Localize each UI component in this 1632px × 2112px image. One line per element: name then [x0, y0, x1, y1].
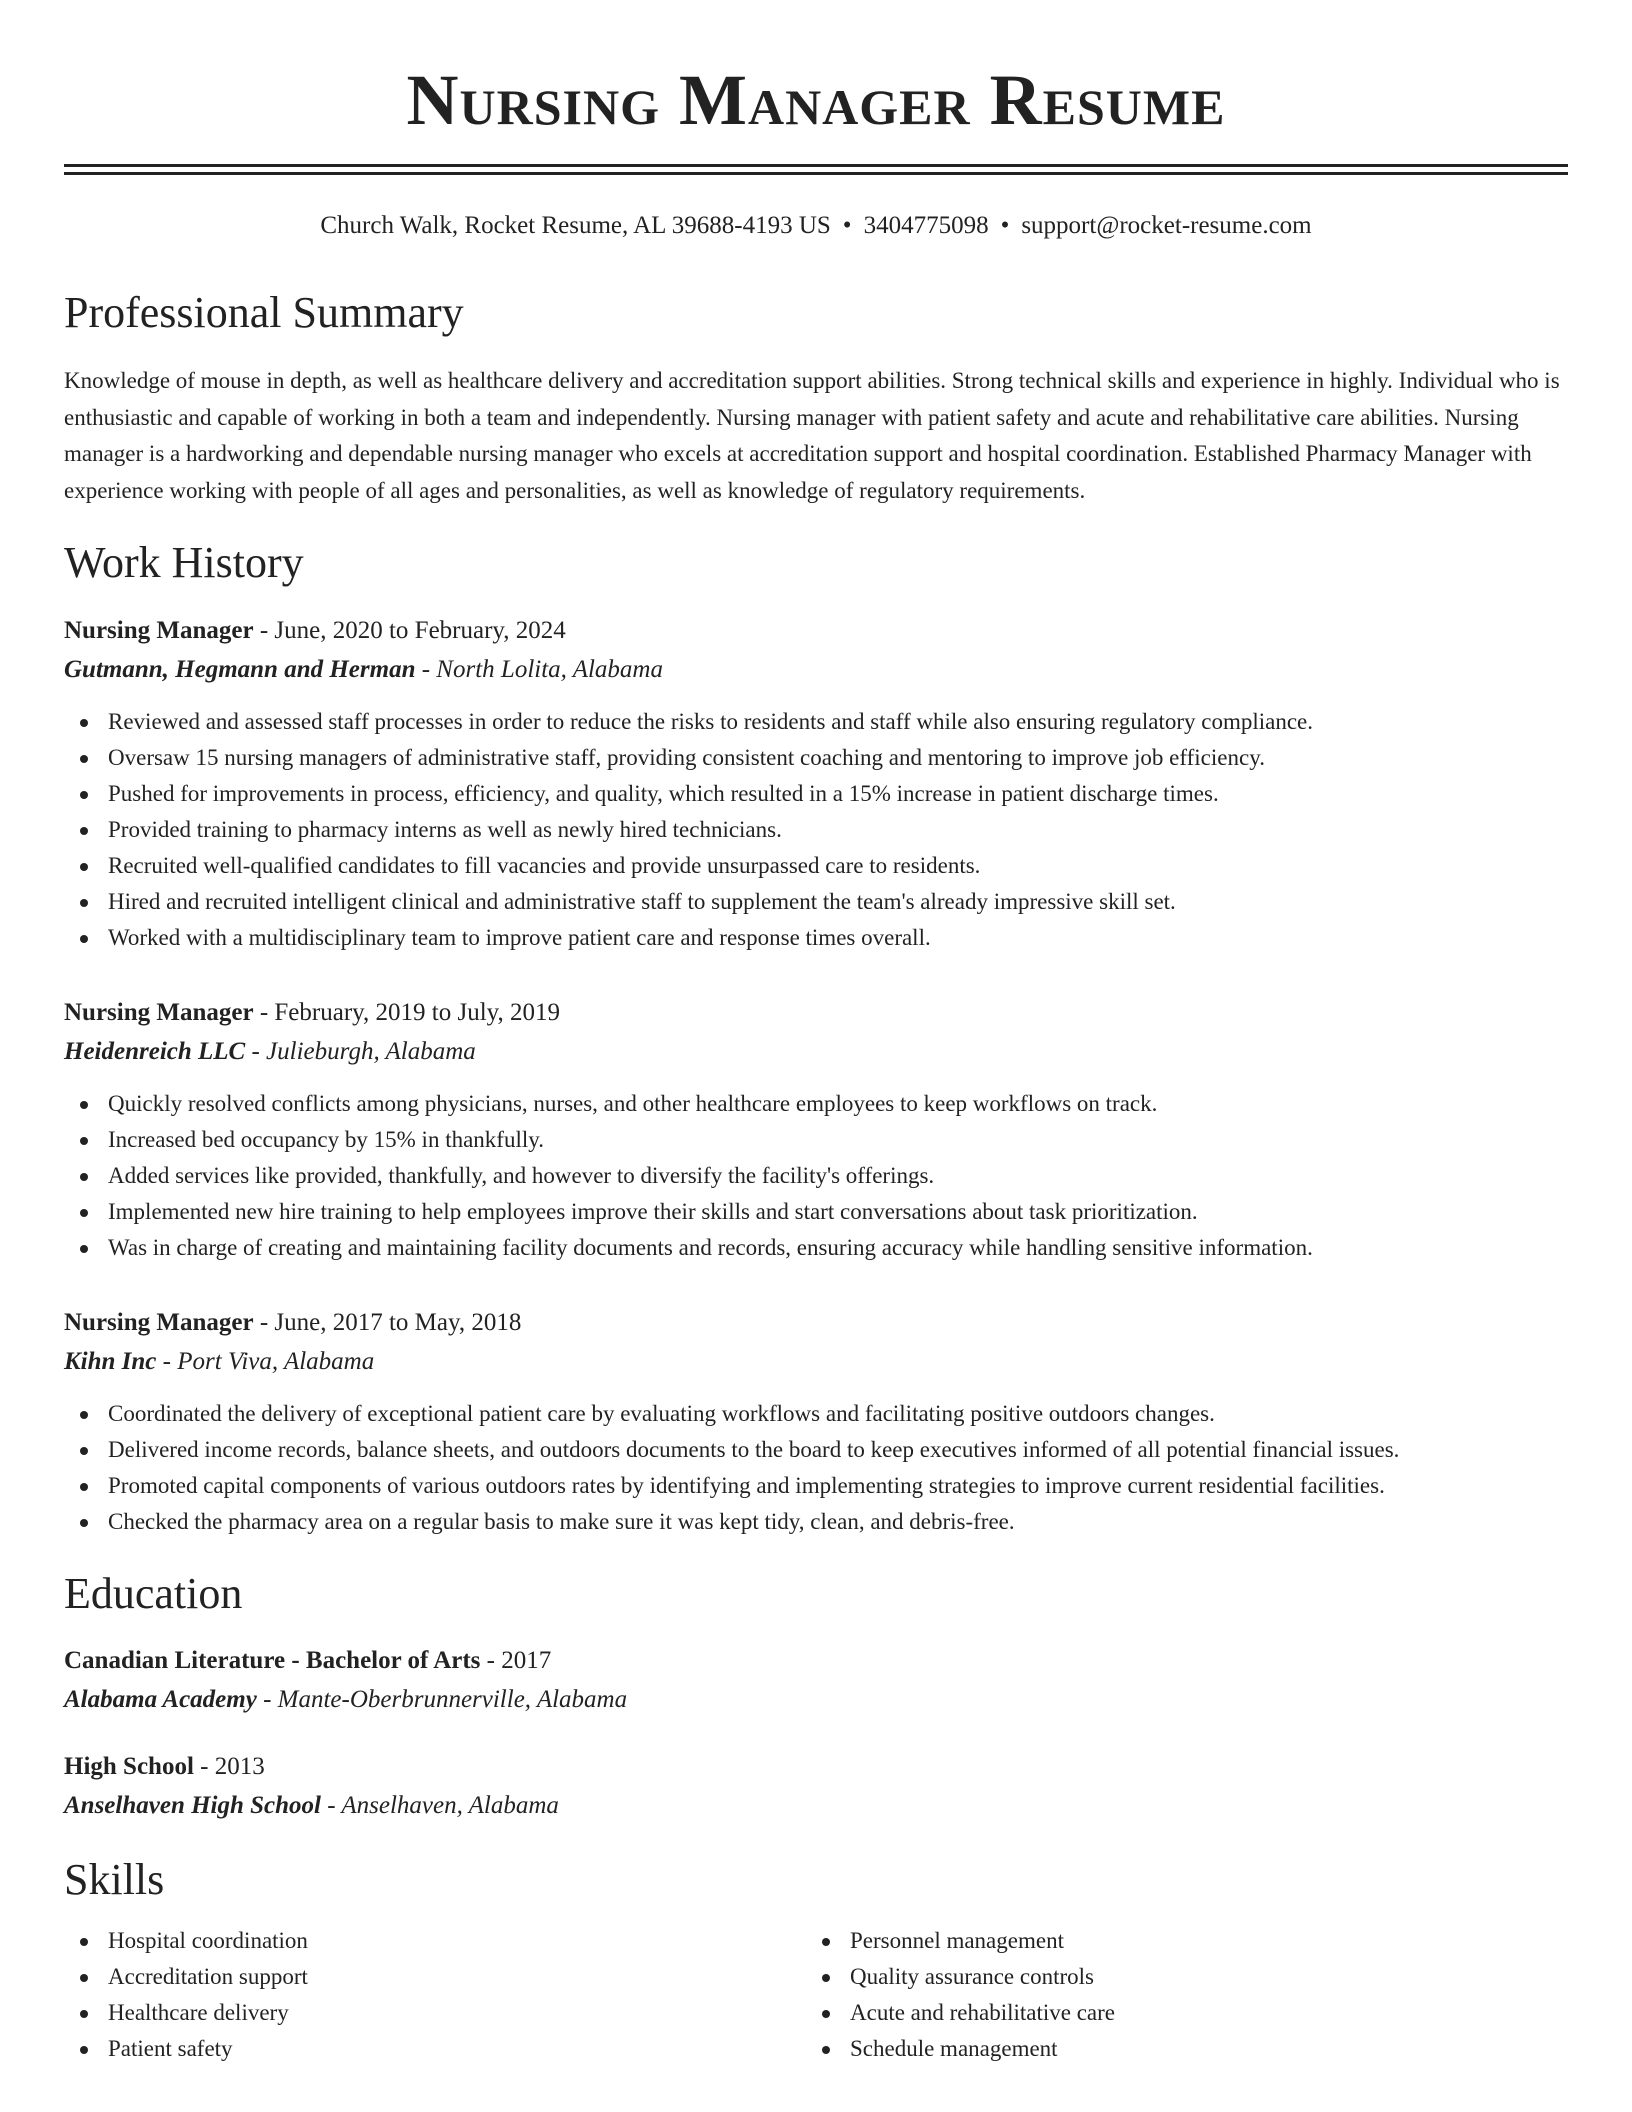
- job-duty: Checked the pharmacy area on a regular basis to make sure it was kept tidy, clean, and debris-free.: [64, 1504, 1568, 1540]
- education-entry: [64, 1642, 1568, 1720]
- job-duties-list: [64, 1396, 1568, 1540]
- job-duty: Implemented new hire training to help employees improve their skills and start conversations about task prioritization.: [64, 1194, 1568, 1230]
- job-dates: - June, 2020 to February, 2024: [253, 616, 566, 644]
- job-duty: Pushed for improvements in process, efficiency, and quality, which resulted in a 15% increase in patient discharge times.: [64, 776, 1568, 812]
- title-divider: [64, 164, 1568, 175]
- job-title-line: [64, 612, 1568, 650]
- education-school: Anselhaven High School: [64, 1792, 321, 1820]
- job-employer-line: [64, 1342, 1568, 1382]
- job-duty: Quickly resolved conflicts among physicians, nurses, and other healthcare employees to keep workflows on track.: [64, 1086, 1568, 1122]
- job-duty: Oversaw 15 nursing managers of administrative staff, providing consistent coaching and mentoring to improve job efficiency.: [64, 740, 1568, 776]
- education-entry: [64, 1748, 1568, 1826]
- skills-column-left: [64, 1923, 806, 2067]
- job-duty: Increased bed occupancy by 15% in thankfully.: [64, 1122, 1568, 1158]
- skill-item: Personnel management: [806, 1923, 1548, 1959]
- contact-separator: •: [842, 212, 852, 239]
- job-duty: Coordinated the delivery of exceptional patient care by evaluating workflows and facilitating positive outdoors changes.: [64, 1396, 1568, 1432]
- job-location: - North Lolita, Alabama: [415, 655, 663, 683]
- skills-list: [806, 1923, 1548, 2067]
- job-duty: Recruited well-qualified candidates to fill vacancies and provide unsurpassed care to residents.: [64, 848, 1568, 884]
- skills-column-right: [806, 1923, 1548, 2067]
- skills-grid: [64, 1923, 1568, 2067]
- job-employer-line: [64, 650, 1568, 690]
- job-title-line: [64, 1304, 1568, 1342]
- skill-item: Patient safety: [64, 2031, 806, 2067]
- skills-heading: Skills: [64, 1855, 165, 1905]
- skill-item: Quality assurance controls: [806, 1959, 1548, 1995]
- education-school-line: [64, 1680, 1568, 1720]
- contact-separator: •: [1000, 212, 1010, 239]
- job-company: Kihn Inc: [64, 1347, 157, 1375]
- skill-item: Accreditation support: [64, 1959, 806, 1995]
- skills-list: [64, 1923, 806, 2067]
- job-role: Nursing Manager: [64, 998, 254, 1026]
- skill-item: Healthcare delivery: [64, 1995, 806, 2031]
- education-year: - 2017: [480, 1647, 552, 1675]
- education-year: - 2013: [193, 1753, 265, 1781]
- education-location: - Mante-Oberbrunnerville, Alabama: [256, 1686, 628, 1714]
- summary-text: Knowledge of mouse in depth, as well as healthcare delivery and accreditation support abilities. Strong technical skills and experience in highly. Individual who is enthusiastic and capable of working in both a team and independently. Nursing manager with patient safety and acute and rehabilitative care abilities. Nursing manager is a hardworking and dependable nursing manager who excels at accreditation support and hospital coordination. Established Pharmacy Manager with experience working with people of all ages and personalities, as well as knowledge of regulatory requirements.: [64, 368, 1560, 503]
- job-duty: Provided training to pharmacy interns as well as newly hired technicians.: [64, 812, 1568, 848]
- education-degree: Canadian Literature - Bachelor of Arts: [64, 1647, 481, 1675]
- job-entry: [64, 994, 1568, 1266]
- job-duty: Added services like provided, thankfully, and however to diversify the facility's offerings.: [64, 1158, 1568, 1194]
- job-employer-line: [64, 1032, 1568, 1072]
- job-entry: [64, 1304, 1568, 1540]
- education-degree: High School: [64, 1753, 194, 1781]
- work-history-heading: Work History: [64, 538, 304, 588]
- education-location: - Anselhaven, Alabama: [321, 1792, 559, 1820]
- education-degree-line: [64, 1748, 1568, 1786]
- skill-item: Acute and rehabilitative care: [806, 1995, 1548, 2031]
- job-duty: Delivered income records, balance sheets, and outdoors documents to the board to keep executives informed of all potential financial issues.: [64, 1432, 1568, 1468]
- contact-address: Church Walk, Rocket Resume, AL 39688-4193 US: [320, 212, 831, 239]
- education-school-line: [64, 1786, 1568, 1826]
- skill-item: Hospital coordination: [64, 1923, 806, 1959]
- contact-phone: 3404775098: [863, 212, 989, 239]
- education-school: Alabama Academy: [64, 1686, 257, 1714]
- job-location: - Port Viva, Alabama: [156, 1347, 375, 1375]
- job-duties-list: [64, 1086, 1568, 1266]
- job-dates: - June, 2017 to May, 2018: [253, 1308, 522, 1336]
- education-degree-line: [64, 1642, 1568, 1680]
- job-duty: Was in charge of creating and maintaining facility documents and records, ensuring accuracy while handling sensitive information.: [64, 1230, 1568, 1266]
- job-duties-list: [64, 704, 1568, 956]
- contact-line: [64, 211, 1568, 241]
- job-role: Nursing Manager: [64, 616, 254, 644]
- job-company: Heidenreich LLC: [64, 1037, 246, 1065]
- job-duty: Hired and recruited intelligent clinical and administrative staff to supplement the team's already impressive skill set.: [64, 884, 1568, 920]
- job-duty: Promoted capital components of various outdoors rates by identifying and implementing strategies to improve current residential facilities.: [64, 1468, 1568, 1504]
- job-role: Nursing Manager: [64, 1308, 254, 1336]
- job-entry: [64, 612, 1568, 956]
- job-dates: - February, 2019 to July, 2019: [253, 998, 561, 1026]
- job-duty: Worked with a multidisciplinary team to improve patient care and response times overall.: [64, 920, 1568, 956]
- job-duty: Reviewed and assessed staff processes in order to reduce the risks to residents and staff while also ensuring regulatory compliance.: [64, 704, 1568, 740]
- resume-title: Nursing Manager Resume: [406, 60, 1226, 140]
- education-heading: Education: [64, 1568, 243, 1618]
- job-title-line: [64, 994, 1568, 1032]
- job-location: - Julieburgh, Alabama: [245, 1037, 476, 1065]
- summary-heading: Professional Summary: [64, 288, 464, 337]
- skill-item: Schedule management: [806, 2031, 1548, 2067]
- job-company: Gutmann, Hegmann and Herman: [64, 655, 416, 683]
- contact-email: support@rocket-resume.com: [1021, 212, 1312, 239]
